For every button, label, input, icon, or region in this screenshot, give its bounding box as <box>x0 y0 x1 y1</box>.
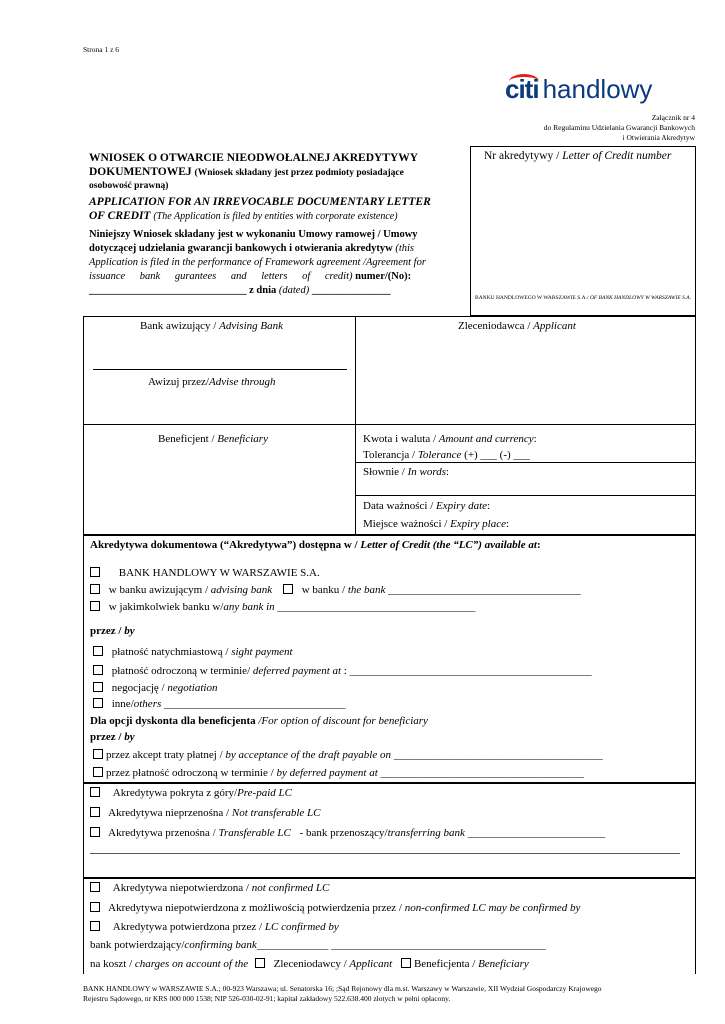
option-transferable[interactable] <box>90 827 605 839</box>
applicant-label-pl: Zleceniodawca / <box>458 320 531 332</box>
frame-line-2-en: (this <box>395 243 415 254</box>
lc-number-label <box>484 150 671 162</box>
by-heading <box>90 625 135 637</box>
logo-handlowy: handlowy <box>542 74 653 104</box>
lc-number-footer-pl: BANKU HANDLOWEGO W WARSZAWIE S.A./ <box>475 295 589 301</box>
checkbox-transferable[interactable] <box>90 827 100 837</box>
frame-line-1: Niniejszy Wniosek składany jest w wykonaniu Umowy ramowej / Umowy <box>89 229 418 240</box>
option-bank-handlowy[interactable] <box>90 567 320 579</box>
option-sight-payment-en: sight payment <box>231 646 293 658</box>
option-confirmed-en: LC confirmed by <box>264 921 339 933</box>
option-may-be-confirmed-en: non-confirmed LC may be confirmed by <box>404 902 581 914</box>
page-number: Strona 1 z 6 <box>83 45 120 54</box>
advising-bank-label-en: Advising Bank <box>219 320 283 332</box>
lc-number-label-pl: Nr akredytywy / <box>484 150 560 162</box>
frame-line-4: issuance bank gurantees and letters of credit) <box>89 271 353 282</box>
option-confirmed[interactable] <box>90 921 339 933</box>
confirming-bank-label-pl: bank potwierdzający/ <box>90 939 185 951</box>
option-draft-acceptance-pl: przez akcept traty płatnej / <box>106 749 223 761</box>
confirming-bank-field-1[interactable]: _____________ <box>256 939 329 951</box>
availability-heading-pl: Akredytywa dokumentowa (“Akredytywa”) dostępna w / <box>90 539 358 551</box>
checkbox-not-transferable[interactable] <box>90 807 100 817</box>
option-deferred-2-pl: przez płatność odroczoną w terminie / <box>106 767 274 779</box>
bank-footer-line: BANK HANDLOWY w WARSZAWIE S.A.; 00-923 Warszawa; ul. Senatorska 16; ;Sąd Rejonowy dla m.st. Warszawy w Warszawie, XII Wydział Gospodarczy Krajowego <box>83 984 602 993</box>
option-transferable-en: Transferable LC <box>218 827 291 839</box>
by-heading-pl: przez / <box>90 625 122 637</box>
by-heading-2-pl: przez / <box>90 731 122 743</box>
agreement-date-label-en: (dated) <box>278 285 310 296</box>
option-deferred-payment-pl: płatność odroczoną w terminie/ <box>111 665 251 677</box>
discount-heading <box>90 715 428 727</box>
option-bank-handlowy-label: BANK HANDLOWY W WARSZAWIE S.A. <box>118 567 320 579</box>
charges-applicant-en: Applicant <box>349 958 393 970</box>
checkbox-draft-acceptance[interactable] <box>93 749 103 759</box>
checkbox-negotiation[interactable] <box>93 682 103 692</box>
bank-footer <box>83 984 693 1004</box>
option-negotiation[interactable] <box>93 682 217 694</box>
title-pl-note-1: (Wniosek składany jest przez podmioty posiadające <box>194 168 404 178</box>
deferred-payment-field[interactable]: : ____________________________________________ <box>343 665 592 677</box>
option-advising-bank[interactable] <box>90 584 581 596</box>
grid-divider <box>355 462 696 463</box>
frame-line-2-row <box>89 242 467 256</box>
option-may-be-confirmed-pl: Akredytywa niepotwierdzona z możliwością potwierdzenia przez / <box>108 902 402 914</box>
option-not-confirmed-pl: Akredytywa niepotwierdzona / <box>112 882 249 894</box>
charges-beneficiary-pl: Beneficjenta / <box>413 958 476 970</box>
option-prepaid-en: Pre-paid LC <box>237 787 292 799</box>
option-sight-payment-pl: płatność natychmiastową / <box>111 646 229 658</box>
option-others-pl: inne/ <box>111 698 134 710</box>
transferring-bank-field-line[interactable] <box>90 853 680 854</box>
logo-citi: citi <box>505 74 539 104</box>
confirming-bank-row[interactable] <box>90 939 546 951</box>
applicant-label-en: Applicant <box>533 320 576 332</box>
in-words-label-pl: Słownie / <box>363 466 405 478</box>
advising-bank-field[interactable] <box>93 369 347 370</box>
tolerance-fields[interactable]: (+) ___ (-) ___ <box>464 449 530 461</box>
availability-heading-en: Letter of Credit (the “LC”) available at <box>360 539 537 551</box>
option-deferred-payment[interactable] <box>93 665 592 677</box>
confirming-bank-field-2[interactable]: _______________________________________ <box>331 939 546 951</box>
expiry-date-label-en: Expiry date <box>436 500 488 512</box>
title-en-1: APPLICATION FOR AN IRREVOCABLE DOCUMENTARY LETTER <box>89 196 431 208</box>
appendix-line: i Otwierania Akredytyw <box>622 133 695 142</box>
citi-arc-icon <box>509 74 539 89</box>
appendix-line: Załącznik nr 4 <box>651 113 695 122</box>
agreement-date-label: z dnia <box>249 285 277 296</box>
checkbox-may-be-confirmed[interactable] <box>90 902 100 912</box>
advise-through-label-en: Advise through <box>209 376 276 388</box>
any-bank-field[interactable]: ____________________________________ <box>277 601 476 613</box>
beneficiary-label-pl: Beneficjent / <box>158 433 215 445</box>
transferring-bank-label-pl: - bank przenoszący/ <box>299 827 388 839</box>
frame-line-3: Application is filed in the performance of Framework agreement /Agreement for <box>89 257 426 268</box>
checkbox-charges-applicant[interactable] <box>255 958 265 968</box>
charges-label-en: charges on account of the <box>134 958 249 970</box>
checkbox-sight-payment[interactable] <box>93 646 103 656</box>
option-draft-acceptance-en: by acceptance of the draft payable on <box>225 749 391 761</box>
checkbox-bank-handlowy[interactable] <box>90 567 100 577</box>
option-confirmed-pl: Akredytywa potwierdzona przez / <box>112 921 263 933</box>
expiry-date-label-pl: Data ważności / <box>363 500 434 512</box>
title-en-2-row <box>89 209 467 224</box>
agreement-number-label: numer/(No): <box>355 271 412 282</box>
option-prepaid-pl: Akredytywa pokryta z góry/ <box>112 787 238 799</box>
charges-row[interactable] <box>90 958 529 970</box>
option-negotiation-pl: negocjację / <box>111 682 165 694</box>
charges-beneficiary-en: Beneficiary <box>478 958 529 970</box>
title-pl-2: DOKUMENTOWEJ <box>89 166 192 178</box>
option-the-bank-en: the bank <box>347 584 386 596</box>
the-bank-field[interactable]: ___________________________________ <box>388 584 581 596</box>
availability-heading: Akredytywa dokumentowa (“Akredytywa”) dostępna w / Letter of Credit (the “LC”) available at: <box>90 539 541 551</box>
checkbox-advising-bank[interactable] <box>90 584 100 594</box>
option-any-bank[interactable] <box>90 601 475 613</box>
advising-bank-label <box>140 320 283 332</box>
option-others[interactable] <box>93 698 346 710</box>
discount-heading-pl: Dla opcji dyskonta dla beneficjenta <box>90 715 256 727</box>
expiry-place-label: Miejsce ważności / Expiry place: <box>363 518 510 530</box>
checkbox-prepaid[interactable] <box>90 787 100 797</box>
title-pl-1: WNIOSEK O OTWARCIE NIEODWOŁALNEJ AKREDYTYWY <box>89 152 419 164</box>
amount-label-pl: Kwota i waluta / <box>363 433 437 445</box>
option-not-transferable[interactable] <box>90 807 321 819</box>
title-pl-2-row <box>89 165 467 180</box>
beneficiary-label-en: Beneficiary <box>217 433 268 445</box>
tolerance-row[interactable] <box>363 449 530 461</box>
expiry-date-label: Data ważności / Expiry date: <box>363 500 491 512</box>
option-draft-acceptance[interactable] <box>93 749 603 761</box>
checkbox-deferred-payment[interactable] <box>93 665 103 675</box>
checkbox-deferred-2[interactable] <box>93 767 103 777</box>
title-block <box>89 151 467 298</box>
title-pl-note-2: osobowość prawną) <box>89 181 169 191</box>
option-transferable-pl: Akredytywa przenośna / <box>108 827 216 839</box>
agreement-number-field[interactable]: ______________________________ <box>89 285 247 296</box>
checkbox-others[interactable] <box>93 698 103 708</box>
tolerance-label-pl: Tolerancja / <box>363 449 416 461</box>
option-deferred-2-en: by deferred payment at <box>276 767 378 779</box>
option-not-confirmed[interactable] <box>90 882 329 894</box>
checkbox-any-bank[interactable] <box>90 601 100 611</box>
tolerance-label-en: Tolerance <box>417 449 462 461</box>
grid-divider <box>355 316 356 535</box>
charges-label-pl: na koszt / <box>90 958 133 970</box>
discount-heading-en: /For option of discount for beneficiary <box>258 715 428 727</box>
option-sight-payment[interactable] <box>93 646 293 658</box>
option-may-be-confirmed[interactable] <box>90 902 580 914</box>
option-prepaid[interactable] <box>90 787 292 799</box>
by-heading-en: by <box>124 625 135 637</box>
transferring-bank-label-en: transferring bank <box>387 827 465 839</box>
others-field[interactable]: _________________________________ <box>164 698 346 710</box>
option-any-bank-pl: w jakimkolwiek banku w/ <box>108 601 224 613</box>
bank-footer-line: Rejestru Sądowego, nr KRS 000 000 1538; NIP 526-030-02-91; kapitał zakładowy 522.638.400 złotych w pełni opłacony. <box>83 994 451 1003</box>
option-advising-bank-pl: w banku awizującym / <box>108 584 209 596</box>
expiry-place-label-en: Expiry place <box>450 518 506 530</box>
in-words-label-en: In words <box>407 466 447 478</box>
checkbox-the-bank[interactable] <box>283 584 293 594</box>
grid-divider <box>83 424 696 425</box>
option-deferred-payment-en: deferred payment at <box>252 665 342 677</box>
confirming-bank-label-en: confirming bank <box>184 939 257 951</box>
option-advising-bank-en: advising bank <box>210 584 273 596</box>
option-the-bank-pl: w banku / <box>301 584 346 596</box>
lc-number-footer-en: OF BANK HANDLOWY W WARSZAWIE S.A. <box>589 295 691 301</box>
advising-bank-label-pl: Bank awizujący / <box>140 320 217 332</box>
frame-line-2: dotyczącej udzielania gwarancji bankowych i otwierania akredytyw <box>89 243 393 254</box>
charges-applicant-pl: Zleceniodawcy / <box>273 958 347 970</box>
deferred-2-field[interactable]: _____________________________________ <box>380 767 584 779</box>
in-words-label: Słownie / In words: <box>363 466 450 478</box>
draft-acceptance-field[interactable]: ______________________________________ <box>393 749 603 761</box>
advise-through-label-pl: Awizuj przez/ <box>148 376 209 388</box>
appendix-line: do Regulaminu Udzielania Gwarancji Bankowych <box>543 123 695 132</box>
appendix-note <box>544 113 695 143</box>
option-negotiation-en: negotiation <box>167 682 218 694</box>
agreement-date-field[interactable]: _______________ <box>311 285 391 296</box>
title-en-note: (The Application is filed by entities with corporate existence) <box>153 211 398 222</box>
checkbox-confirmed[interactable] <box>90 921 100 931</box>
option-deferred-2[interactable] <box>93 767 584 779</box>
advise-through-label <box>148 376 276 388</box>
lc-number-footer <box>471 295 695 302</box>
option-not-transferable-en: Not transferable LC <box>231 807 321 819</box>
amount-label <box>363 433 537 445</box>
by-heading-2 <box>90 731 135 743</box>
amount-label-en: Amount and currency <box>438 433 534 445</box>
checkbox-charges-beneficiary[interactable] <box>401 958 411 968</box>
amount-colon: : <box>533 433 537 445</box>
frame-line-4-row <box>89 270 467 284</box>
lc-number-label-en: Letter of Credit number <box>562 150 672 162</box>
lc-number-box[interactable] <box>470 146 696 316</box>
option-not-confirmed-en: not confirmed LC <box>251 882 330 894</box>
agreement-number-row[interactable] <box>89 284 467 298</box>
beneficiary-label <box>158 433 268 445</box>
title-en-2: OF CREDIT <box>89 210 151 222</box>
by-heading-2-en: by <box>124 731 135 743</box>
transferring-bank-field[interactable]: _________________________ <box>467 827 606 839</box>
grid-divider <box>355 495 696 496</box>
expiry-place-label-pl: Miejsce ważności / <box>363 518 448 530</box>
checkbox-not-confirmed[interactable] <box>90 882 100 892</box>
option-any-bank-en: any bank in <box>223 601 275 613</box>
option-not-transferable-pl: Akredytywa nieprzenośna / <box>108 807 230 819</box>
applicant-label <box>458 320 576 332</box>
option-others-en: others <box>133 698 162 710</box>
